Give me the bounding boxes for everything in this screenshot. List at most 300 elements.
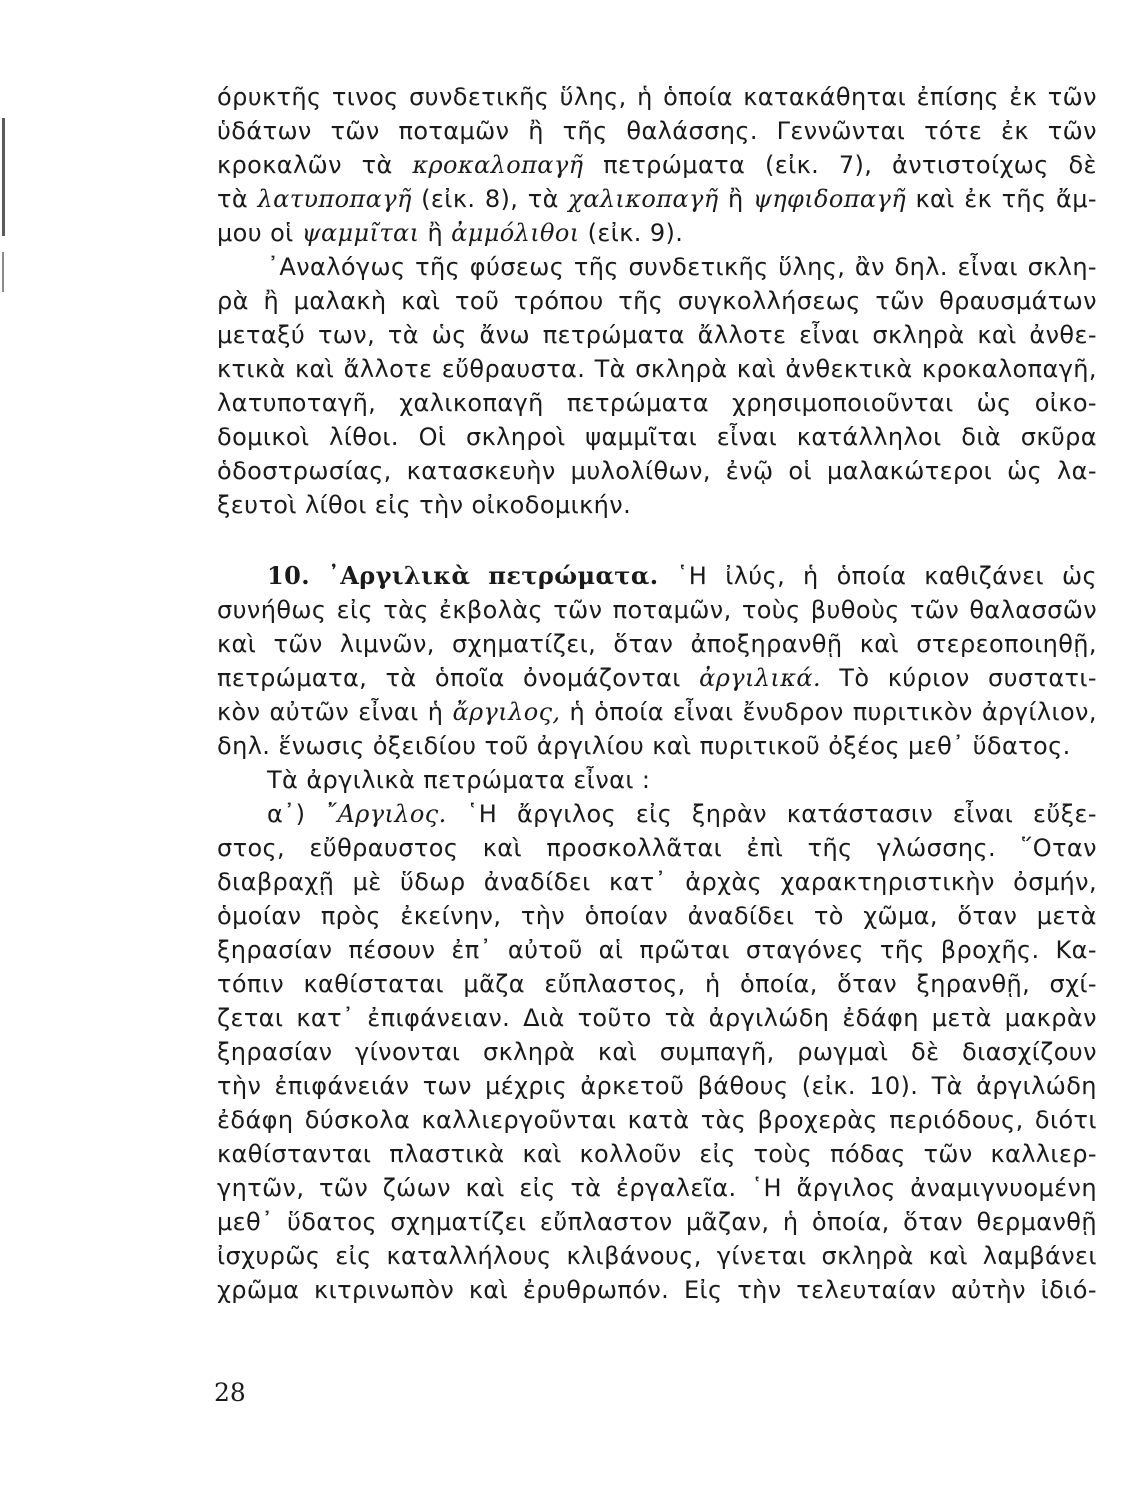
word: ἐκβολὰς [439, 596, 544, 624]
word: καὶ [465, 1174, 505, 1202]
word: σκληροὶ [466, 423, 566, 451]
word: ὁποία, [739, 970, 818, 998]
word: ἐπίσης [916, 83, 1000, 111]
word: μεθ᾿ [217, 1208, 274, 1236]
word: κτικὰ [217, 355, 286, 383]
word: τὰ [570, 1174, 602, 1202]
word: ὅταν [957, 902, 1018, 930]
word: ἕνωσις [278, 732, 365, 760]
word: σχηματίζει [390, 1208, 527, 1236]
word: ἀποξηρανθῇ [690, 630, 843, 658]
word: ἀνθεκτικὰ [785, 355, 913, 383]
word: μετὰ [931, 1004, 992, 1032]
text-line [217, 284, 1097, 318]
text-line [217, 695, 1097, 729]
word: κὸν [217, 698, 261, 726]
word: εἰς [635, 800, 673, 828]
word: μᾶζα [463, 970, 525, 998]
italic-term: χαλικοπαγῆ [568, 185, 719, 213]
word: τινος [331, 83, 399, 111]
text-line [217, 454, 1097, 488]
word: εἶναι [952, 800, 1014, 828]
section-heading-word: ᾿Αργιλικὰ [327, 561, 471, 590]
word: μεθ᾿ [908, 732, 965, 760]
word: ὡς [1061, 562, 1097, 590]
word: ῾Η [676, 562, 708, 590]
word: (εἰκ. [587, 219, 642, 247]
word: γίνεται [716, 1242, 807, 1270]
word: καὶ [652, 732, 692, 760]
word: (εἰκ. [801, 1072, 856, 1100]
text-line [217, 933, 1097, 967]
word: εὔξε- [1033, 800, 1097, 828]
body-text [217, 80, 1097, 1307]
paragraph-clay-description [217, 797, 1097, 1307]
word: ζώων [382, 1174, 451, 1202]
text-line [217, 593, 1097, 627]
text-line [217, 1205, 1097, 1239]
word: Τὰ [931, 1072, 963, 1100]
word: ξηρανθῇ, [916, 970, 1031, 998]
word: εἶναι [957, 253, 1018, 281]
word: αὐτῶν [269, 698, 350, 726]
word: πλαστικὰ [389, 1140, 505, 1168]
word: ἐκ [1001, 117, 1029, 145]
word: εἶναι [716, 423, 778, 451]
word: τὰς [383, 596, 429, 624]
word: προσκολλᾶται [546, 834, 723, 862]
word: κιτρινωπὸν [314, 1276, 455, 1304]
word: ἐκείνην, [400, 902, 502, 930]
word: μέχρις [485, 1072, 568, 1100]
paragraph-clay-rocks [217, 559, 1097, 763]
text-line [217, 386, 1097, 420]
word: εἶναι [799, 321, 860, 349]
word: ἐπὶ [746, 834, 784, 862]
scan-edge-mark-lower [2, 252, 4, 292]
italic-term: ἀμμόλιθοι [451, 219, 580, 247]
word: ἀργίλιον, [981, 698, 1097, 726]
word: τῆς [415, 253, 461, 281]
word: μὲ [352, 868, 382, 896]
text-line [217, 1103, 1097, 1137]
word: θαλασσῶν [969, 596, 1097, 624]
word: ἢ [427, 219, 444, 247]
word: μακρὰν [1004, 1004, 1097, 1032]
word: τοῦ [455, 287, 500, 315]
word: ἡ [637, 83, 653, 111]
word: ρὰ [217, 287, 249, 315]
word: τρόπου [513, 287, 604, 315]
text-line [217, 352, 1097, 386]
word: ξηρὰν [691, 800, 767, 828]
word: διότι [1034, 1106, 1097, 1134]
word: τὴν [217, 1072, 262, 1100]
italic-term: ψηφιδοπαγῆ [753, 185, 907, 213]
word: ἢ [263, 287, 280, 315]
word: καλλιεργοῦνται [421, 1106, 617, 1134]
word: ὕλης, [559, 83, 627, 111]
word: καὶ [401, 287, 441, 315]
word: γητῶν, [217, 1174, 305, 1202]
word: καὶ [482, 834, 522, 862]
word: ὅταν [837, 970, 898, 998]
word: ἀναμιγνυομένη [910, 1174, 1097, 1202]
word: ὁδοστρωσίας, [217, 457, 392, 485]
word: τοῦτο [577, 1004, 652, 1032]
word: εἰς [519, 1174, 556, 1202]
word: τῶν [330, 117, 380, 145]
word: χρησιμοποιοῦνται [732, 389, 954, 417]
word: θαλάσσης. [626, 117, 758, 145]
word: τὰς [700, 1106, 747, 1134]
word: ὁποία, [811, 1208, 890, 1236]
word: ὕλης, [778, 253, 846, 281]
word: εἶναι [573, 766, 634, 794]
word: καὶ [295, 355, 335, 383]
word: 7), [838, 151, 873, 179]
text-line [217, 1171, 1097, 1205]
word: σκῦρα [1020, 423, 1097, 451]
word: ἀναδίδει [483, 868, 591, 896]
word: ἀνθε- [1029, 321, 1097, 349]
word: Τὰ [267, 766, 299, 794]
word: ποταμῶν, [612, 596, 732, 624]
word: τὰ [664, 1004, 696, 1032]
word: ἄμ- [1055, 185, 1097, 213]
word: ἐδάφη [217, 1106, 294, 1134]
word: ἐνῷ [725, 457, 774, 485]
word: οἱ [788, 457, 813, 485]
word: καλλιερ- [990, 1140, 1097, 1168]
text-line [217, 182, 1097, 216]
word: ἀργιλίου [536, 732, 645, 760]
word: τοὺς [741, 596, 801, 624]
word: πόδας [829, 1140, 906, 1168]
word: ἐδάφη [842, 1004, 919, 1032]
word: καθιζάνει [924, 562, 1045, 590]
word: βυθοὺς [810, 596, 900, 624]
word: σχί- [1049, 970, 1097, 998]
word: κροκαλοπαγῆ, [921, 355, 1097, 383]
word: ὀσμήν, [1013, 868, 1097, 896]
word: ζεται [217, 1004, 284, 1032]
word: ὁποίαν [584, 902, 669, 930]
word: ἔνυδρον [742, 698, 844, 726]
word: ἡ [782, 1208, 799, 1236]
text-line [217, 661, 1097, 695]
word: ὕδωρ [399, 868, 466, 896]
word: ῞Οταν [1020, 834, 1097, 862]
word: τὰ [385, 664, 417, 692]
word: ἰδιό- [1040, 1276, 1097, 1304]
word: 9). [649, 219, 684, 247]
word: α᾿) [267, 800, 306, 828]
word: ἄνω [479, 321, 530, 349]
word: ὡς [431, 321, 467, 349]
word: καταλλήλους [386, 1242, 552, 1270]
word: διασχίζουν [962, 1038, 1097, 1066]
italic-term: ῎Αργιλος. [325, 800, 447, 828]
word: μᾶζαν, [686, 1208, 770, 1236]
word: εὔθραυστος [309, 834, 459, 862]
text-line [217, 488, 1097, 522]
paragraph-rock-cements [217, 80, 1097, 250]
word: διὰ [961, 423, 1002, 451]
paragraph-clay-types-intro [217, 763, 1097, 797]
word: ῾Η [751, 1174, 782, 1202]
word: ἡ [705, 970, 721, 998]
word: τὴν [520, 902, 566, 930]
word: οἱ [270, 219, 294, 247]
italic-term: ἄργιλος, [452, 698, 561, 726]
text-line [217, 865, 1097, 899]
word: ἐκ [964, 185, 993, 213]
word: ἐπιφάνειάν [274, 1072, 410, 1100]
word: τοῦ [484, 732, 529, 760]
paragraph-gap [217, 522, 1097, 559]
scan-edge-mark [2, 118, 5, 236]
word: λιμνῶν, [339, 630, 435, 658]
word: καὶ [977, 321, 1017, 349]
word: καὶ [597, 1038, 638, 1066]
text-line [217, 559, 1097, 593]
word: εὔπλαστος, [544, 970, 686, 998]
word: κατ᾿ [296, 1004, 355, 1032]
text-line [217, 763, 1097, 797]
word: διαβραχῇ [217, 868, 335, 896]
word: τῶν [273, 630, 323, 658]
word: φύσεως [469, 253, 565, 281]
word: καὶ [928, 1242, 968, 1270]
text-line [217, 1239, 1097, 1273]
word: ἢ [727, 185, 744, 213]
word: ἡ [569, 698, 586, 726]
text-line [217, 420, 1097, 454]
word: τῶν [318, 1174, 369, 1202]
word: ἀργιλικὰ [306, 766, 416, 794]
word: σκληρὰ [821, 1242, 914, 1270]
section-heading-word: 10. [267, 561, 310, 590]
text-line [217, 1273, 1097, 1307]
word: τῆς [1001, 185, 1047, 213]
italic-term: ψαμμῖται [301, 219, 420, 247]
word: κατὰ [627, 1106, 690, 1134]
word: πυριτικοῦ [699, 732, 821, 760]
word: 10). [869, 1072, 919, 1100]
word: πέσουν [348, 936, 436, 964]
word: δηλ. [217, 732, 271, 760]
word: χῶμα, [863, 902, 938, 930]
word: ἀρχὰς [685, 868, 763, 896]
word: ἄργιλος [796, 1174, 896, 1202]
word: ἡ [803, 562, 819, 590]
word: καὶ [915, 185, 955, 213]
word: στος, [217, 834, 286, 862]
word: κολλοῦν [579, 1140, 682, 1168]
word: πετρώματα [566, 389, 709, 417]
word: δηλ. [894, 253, 948, 281]
text-line [217, 216, 1097, 250]
word: χαρακτηριστικὴν [780, 868, 995, 896]
word: τῆς [562, 117, 608, 145]
word: τῶν [1047, 83, 1097, 111]
word: Διὰ [523, 1004, 565, 1032]
word: καὶ [859, 630, 899, 658]
text-line [217, 627, 1097, 661]
word: κατάλληλοι [796, 423, 942, 451]
word: ἀργιλώδη [976, 1072, 1097, 1100]
word: βάθους [697, 1072, 789, 1100]
word: ὕδατος. [972, 732, 1071, 760]
word: πυριτικὸν [852, 698, 973, 726]
text-line [217, 729, 1097, 763]
word: σκλη- [1027, 253, 1097, 281]
word: εἰς [699, 1140, 736, 1168]
word: τὴν [419, 491, 464, 519]
word: ὁποία [663, 83, 733, 111]
text-line [217, 1001, 1097, 1035]
word: δομικοὶ [217, 423, 310, 451]
word: οἰκοδομικήν. [471, 491, 632, 519]
word: ἄργιλος [516, 800, 617, 828]
page-number: 28 [214, 1378, 246, 1407]
word: καὶ [736, 355, 777, 383]
text-line [217, 318, 1097, 352]
section-heading-word: πετρώματα. [488, 561, 659, 590]
word: ὀξειδίου [372, 732, 477, 760]
word: συγκολλήσεως [677, 287, 861, 315]
word: θραυσμάτων [939, 287, 1097, 315]
word: περιόδους, [889, 1106, 1024, 1134]
word: ρωγμαὶ [797, 1038, 889, 1066]
word: των, [317, 321, 376, 349]
text-line [217, 1035, 1097, 1069]
word: εἰς [335, 1242, 372, 1270]
word: (εἰκ. [421, 185, 476, 213]
word: εὔθραυστα. [441, 355, 586, 383]
word: τὸ [813, 902, 844, 930]
word: γλώσσης. [876, 834, 997, 862]
word: τῆς [879, 936, 925, 964]
word: χαλικοπαγῆ [399, 389, 544, 417]
word: δύσκολα [304, 1106, 411, 1134]
word: όρυκτῆς [217, 83, 322, 111]
italic-term: ἀργιλικά. [699, 664, 821, 692]
word: τὰ [361, 151, 393, 179]
word: ὑδάτων [217, 117, 312, 145]
word: αὐτὴν [951, 1276, 1026, 1304]
word: ἡ [427, 698, 444, 726]
word: τὰ [217, 185, 249, 213]
word: τόπιν [217, 970, 285, 998]
word: λίθοι. [329, 423, 399, 451]
word: συστατι- [987, 664, 1097, 692]
paragraph-cement-hardness [217, 250, 1097, 522]
word: τῆς [573, 253, 619, 281]
word: ἀναδίδει [687, 902, 795, 930]
word: σκληρὰ [872, 321, 965, 349]
word: τῶν [923, 1140, 973, 1168]
word: καὶ [522, 1140, 562, 1168]
word: ὁποία [594, 698, 664, 726]
word: τὰ [527, 185, 559, 213]
word: ἀργιλώδη [708, 1004, 830, 1032]
word: δὲ [1068, 151, 1097, 179]
word: τοὺς [753, 1140, 813, 1168]
word: των [422, 1072, 472, 1100]
word: στερεοποιηθῇ, [916, 630, 1097, 658]
word: Τὸ [839, 664, 870, 692]
word: σκληρὰ [483, 1038, 576, 1066]
word: Τὰ [594, 355, 626, 383]
word: τῶν [1047, 117, 1097, 145]
word: βροχῆς. [940, 936, 1040, 964]
word: (εἰκ. [764, 151, 820, 179]
word: ὡς [976, 389, 1012, 417]
word: ἢ [528, 117, 544, 145]
word: λα- [1057, 457, 1097, 485]
italic-term: λατυποπαγῆ [257, 185, 412, 213]
word: θερμανθῇ [976, 1208, 1097, 1236]
word: βροχερὰς [757, 1106, 878, 1134]
word: μεταξύ [217, 321, 306, 349]
word: ὁποία [836, 562, 907, 590]
word: καθίστανται [217, 1140, 372, 1168]
text-line [217, 250, 1097, 284]
text-line [217, 1137, 1097, 1171]
word: ὅταν [903, 1208, 964, 1236]
word: τότε [924, 117, 983, 145]
word: μαλακώτεροι [826, 457, 993, 485]
word: ψαμμῖται [585, 423, 698, 451]
word: μετὰ [1036, 902, 1097, 930]
text-line [217, 831, 1097, 865]
word: σκληρὰ [635, 355, 728, 383]
word: τῶν [553, 596, 603, 624]
word: Γεννῶνται [776, 117, 906, 145]
word: ὀνομάζονται [522, 664, 681, 692]
word: εἰς [336, 596, 373, 624]
word: ῾Η [466, 800, 498, 828]
italic-term: κροκαλοπαγῆ [412, 151, 584, 179]
word: ὕδατος [286, 1208, 377, 1236]
word: πετρώματα [423, 766, 566, 794]
word: πετρώματα [603, 151, 746, 179]
word: αἱ [598, 936, 624, 964]
word: : [641, 766, 651, 794]
word: τελευταίαν [796, 1276, 937, 1304]
word: ἀρκετοῦ [580, 1072, 685, 1100]
word: ἐπ᾿ [451, 936, 492, 964]
word: σχηματίζει, [452, 630, 597, 658]
word: εἰς [374, 491, 412, 519]
word: ἐρυθρωπόν. [522, 1276, 670, 1304]
word: ξευτοὶ [217, 491, 297, 519]
word: ἀντιστοίχως [892, 151, 1049, 179]
text-line [217, 899, 1097, 933]
word: λαμβάνει [982, 1242, 1097, 1270]
word: ᾿Αναλόγως [267, 253, 406, 281]
word: κατασκευὴν [406, 457, 556, 485]
word: ἐργαλεῖα. [615, 1174, 737, 1202]
word: τῆς [618, 287, 664, 315]
word: συνήθως [217, 596, 327, 624]
word: ὡς [1007, 457, 1043, 485]
word: ξηρασίαν [217, 1038, 333, 1066]
text-line [217, 797, 1097, 831]
word: πρῶται [639, 936, 730, 964]
